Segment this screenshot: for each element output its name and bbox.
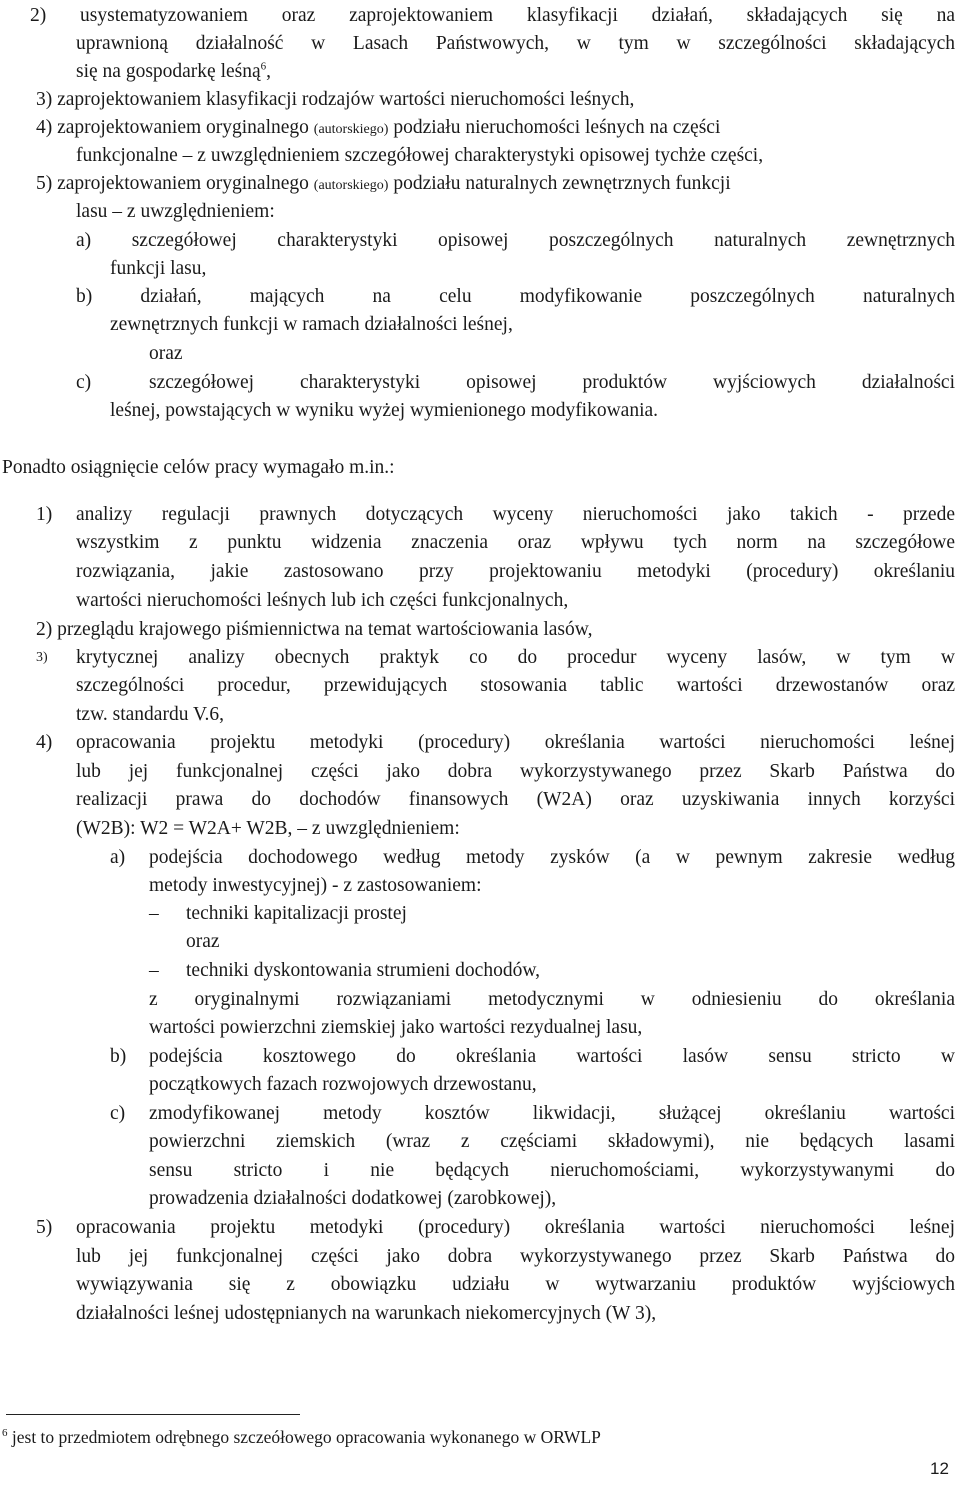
dash-marker: –	[149, 903, 159, 924]
text-line: 3) zaprojektowaniem klasyfikacji rodzajów wartości nieruchomości leśnych,	[36, 89, 635, 110]
text-line: wywiązywania się z obowiązku udziału w wytwarzaniu produktów wyjściowych	[76, 1274, 955, 1295]
text-line: (W2B): W2 = W2A+ W2B, – z uwzględnieniem:	[76, 818, 460, 839]
text-line: funkcji lasu,	[110, 258, 207, 279]
list-marker: c)	[76, 372, 92, 393]
text-line: techniki kapitalizacji prostej	[186, 903, 407, 924]
footnote: $^6$ jest to przedmiotem odrębnego szczeółowego opracowania wykonanego w ORWLP	[2, 1427, 601, 1447]
dash-marker: –	[149, 960, 159, 981]
text-line: uprawnioną działalność w Lasach Państwowych, w tym w szczególności składających	[76, 33, 955, 54]
text-line: lasu – z uwzględnieniem:	[76, 201, 275, 222]
text-line: wartości nieruchomości leśnych lub ich części funkcjonalnych,	[76, 590, 569, 611]
text-line: 2) usystematyzowaniem oraz zaprojektowaniem klasyfikacji działań, składających się na	[30, 5, 955, 26]
paragraph: Ponadto osiągnięcie celów pracy wymagało m.in.:	[2, 457, 395, 478]
text-line: lub jej funkcjonalnej części jako dobra wykorzystywanego przez Skarb Państwa do	[76, 1246, 955, 1267]
text-line: 2) przeglądu krajowego piśmiennictwa na temat wartościowania lasów,	[36, 619, 593, 640]
text-line: oraz	[186, 931, 220, 952]
text-line: opracowania projektu metodyki (procedury) określania wartości nieruchomości leśnej	[76, 1217, 955, 1238]
text-line: podejścia dochodowego według metody zysków (a w pewnym zakresie według	[149, 847, 955, 868]
text-line: podejścia kosztowego do określania wartości lasów sensu stricto w	[149, 1046, 955, 1067]
text-line: zmodyfikowanej metody kosztów likwidacji, służącej określaniu wartości	[149, 1103, 955, 1124]
list-marker: c)	[110, 1103, 126, 1124]
list-marker: a)	[110, 847, 126, 868]
text-line: szczegółowej charakterystyki opisowej produktów wyjściowych działalności	[149, 372, 955, 393]
text-line: metody inwestycyjnej) - z zastosowaniem:	[149, 875, 482, 896]
footnote-separator	[6, 1414, 300, 1415]
text-line: wartości powierzchni ziemskiej jako wartości rezydualnej lasu,	[149, 1017, 643, 1038]
list-marker: 5)	[36, 1217, 53, 1238]
text-line: techniki dyskontowania strumieni dochodów,	[186, 960, 541, 981]
text-line: leśnej, powstających w wyniku wyżej wymienionego modyfikowania.	[110, 400, 659, 421]
text-line: prowadzenia działalności dodatkowej (zarobkowej),	[149, 1188, 557, 1209]
text-line: realizacji prawa do dochodów finansowych (W2A) oraz uzyskiwania innych korzyści	[76, 789, 955, 810]
text-line: początkowych fazach rozwojowych drzewostanu,	[149, 1074, 537, 1095]
text-line: działalności leśnej udostępnianych na warunkach niekomercyjnych (W 3),	[76, 1303, 657, 1324]
footnote-ref[interactable]: 6	[260, 60, 267, 73]
text-line: rozwiązania, jakie zastosowano przy projektowaniu metodyki (procedury) określaniu	[76, 561, 955, 582]
footnote-marker: 6	[2, 1427, 8, 1440]
text-line: b) działań, mających na celu modyfikowanie poszczególnych naturalnych	[76, 286, 955, 307]
text-line: 4) zaprojektowaniem oryginalnego (autorskiego) podziału nieruchomości leśnych na części	[36, 117, 721, 138]
text-line: funkcjonalne – z uwzględnieniem szczegółowej charakterystyki opisowej tychże części,	[76, 145, 764, 166]
text-line: sensu stricto i nie będących nieruchomościami, wykorzystywanymi do	[149, 1160, 955, 1181]
list-marker: 3)	[36, 650, 48, 665]
text-line: oraz	[149, 343, 183, 364]
text-line: krytycznej analizy obecnych praktyk co do procedur wyceny lasów, w tym w	[76, 647, 955, 668]
text-line: a) szczegółowej charakterystyki opisowej poszczególnych naturalnych zewnętrznych	[76, 230, 955, 251]
list-marker: 1)	[36, 504, 53, 525]
text-line: tzw. standardu V.6,	[76, 704, 225, 725]
text-line: powierzchni ziemskich (wraz z częściami składowymi), nie będących lasami	[149, 1131, 955, 1152]
list-marker: 4)	[36, 732, 53, 753]
text-line: wszystkim z punktu widzenia znaczenia oraz wpływu tych norm na szczegółowe	[76, 532, 955, 553]
text-line: opracowania projektu metodyki (procedury) określania wartości nieruchomości leśnej	[76, 732, 955, 753]
text-line: lub jej funkcjonalnej części jako dobra wykorzystywanego przez Skarb Państwa do	[76, 761, 955, 782]
text-line: się na gospodarkę leśną$^6$,	[76, 60, 272, 82]
text-line: z oryginalnymi rozwiązaniami metodycznymi w odniesieniu do określania	[149, 989, 955, 1010]
text-line: analizy regulacji prawnych dotyczących wyceny nieruchomości jako takich - przede	[76, 504, 955, 525]
text-line: 5) zaprojektowaniem oryginalnego (autorskiego) podziału naturalnych zewnętrznych funkcji	[36, 173, 731, 194]
text-line: zewnętrznych funkcji w ramach działalności leśnej,	[110, 314, 513, 335]
list-marker: b)	[110, 1046, 127, 1067]
page-number: 12	[930, 1459, 949, 1478]
text-line: szczególności procedur, przewidujących stosowania tablic wartości drzewostanów oraz	[76, 675, 955, 696]
